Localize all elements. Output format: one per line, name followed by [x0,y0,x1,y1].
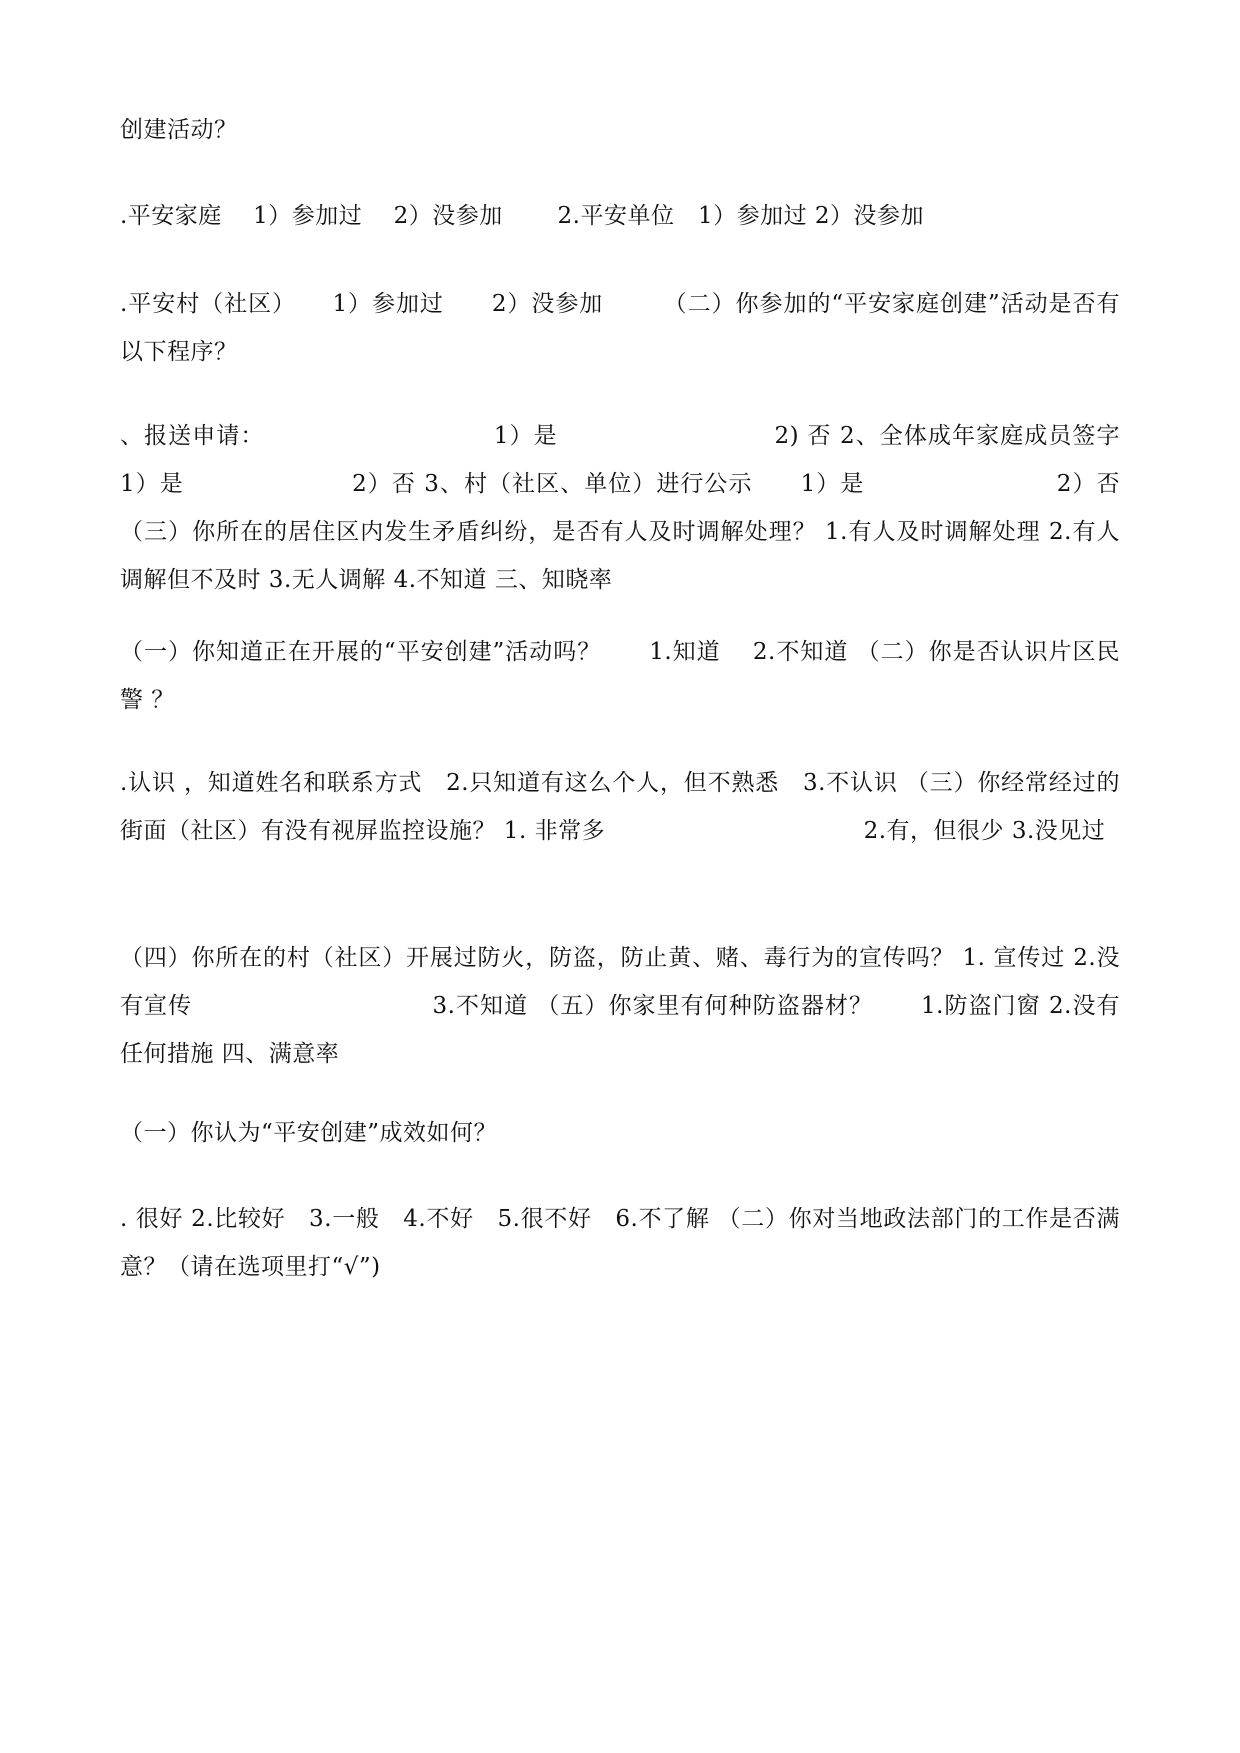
paragraph-awareness: （一）你知道正在开展的“平安创建”活动吗？ 1.知道 2.不知道 （二）你是否认识片区民警 ？ [120,639,1120,713]
paragraph-satisfaction: . 很好 2.比较好 3.一般 4.不好 5.很不好 6.不了解 （二）你对当地政法部门的工作是否满意？（请在选项里打“√”) [120,1206,1120,1280]
paragraph-police-monitoring: .认识 ，知道姓名和联系方式 2.只知道有这么个人，但不熟悉 3.不认识 （三）你经常经过的街面（社区）有没有视屏监控设施？ 1. 非常多 2.有，但很少 3.没见过 [120,770,1120,844]
paragraph-publicity: （四）你所在的村（社区）开展过防火，防盗，防止黄、赌、毒行为的宣传吗？ 1. 宣传过 2.没有宣传 3.不知道 （五）你家里有何种防盗器材？ 1.防盗门窗 2.没有任何措施 四、满意率 [120,945,1120,1067]
paragraph-intro: 创建活动？ [120,117,238,143]
paragraph-effectiveness: （一）你认为“平安创建”成效如何？ [120,1120,498,1146]
paragraph-village-procedure: .平安村（社区） 1）参加过 2）没参加 （二）你参加的“平安家庭创建”活动是否有以下程序？ [120,291,1120,365]
paragraph-family-unit: .平安家庭 1）参加过 2）没参加 2.平安单位 1）参加过 2）没参加 [120,203,925,229]
paragraph-application-steps: 、报送申请： 1）是 2) 否 2、全体成年家庭成员签字 1）是 2）否 3、村（社区、单位）进行公示 1）是 2）否 （三）你所在的居住区内发生矛盾纠纷，是否有人及时调解处理？ 1.有人及时调解处理 2.有人调解但不及时 3.无人调解 4.不知道 三、知晓率 [120,423,1120,593]
